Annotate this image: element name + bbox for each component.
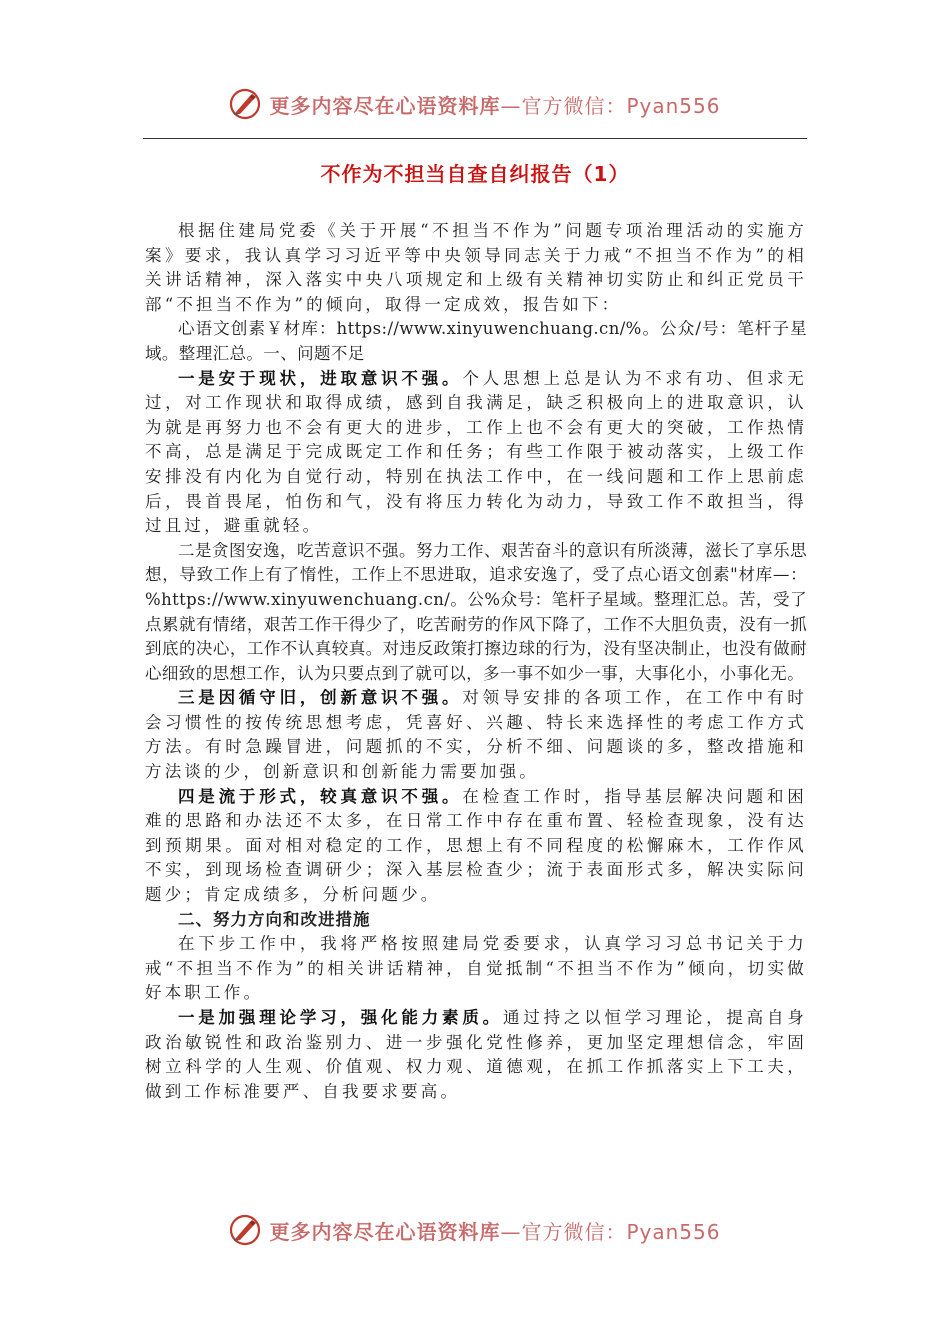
section-2-intro: 在下步工作中，我将严格按照建局党委要求，认真学习习总书记关于力戒“不担当不作为”的相关讲话精神，自觉抵制“不担当不作为”倾向，切实做好本职工作。 [145, 934, 807, 1003]
problem-4-body: 在检查工作时，指导基层解决问题和困难的思路和办法还不太多，在日常工作中存在重布置、轻检查现象，没有达到预期果。面对相对稳定的工作，思想上有不同程度的松懈麻木，工作作风不实，到现场检查调研少；深入基层检查少；流于表面形式多，解决实际问题少；肯定成绩多，分析问题少。 [145, 786, 807, 905]
problem-4-lead: 四是流于形式，较真意识不强。 [178, 786, 463, 806]
document-body [145, 219, 807, 1104]
problem-4-paragraph [145, 785, 807, 908]
problem-1-paragraph [145, 367, 807, 539]
problem-2-paragraph: 二是贪图安逸，吃苦意识不强。努力工作、艰苦奋斗的意识有所淡薄，滋长了享乐思想，导致工作上有了惰性，工作上不思进取，追求安逸了，受了点心语文创素"材库—：%https://www.xinyuwenchuang.cn/。公%众号：笔杆子星域。整理汇总。苦，受了点累就有情绪，艰苦工作干得少了，吃苦耐劳的作风下降了，工作不大胆负责，没有一抓到底的决心，工作不认真较真。对违反政策打擦边球的行为，没有坚决制止，也没有做耐心细致的思想工作，认为只要点到了就可以，多一事不如少一事，大事化小，小事化无。 [145, 540, 807, 683]
header-banner-sub: —官方微信：Pyan556 [500, 93, 721, 118]
pen-logo-icon [229, 88, 261, 120]
problem-1-body: 个人思想上总是认为不求有功、但求无过，对工作现状和取得成绩，感到自我满足，缺乏积极向上的进取意识，认为就是再努力也不会有更大的进步，工作上也不会有更大的突破，工作热情不高，总是满足于完成既定工作和任务；有些工作限于被动落实，上级工作安排没有内化为自觉行动，特别在执法工作中，在一线问题和工作上思前虑后，畏首畏尾，怕伤和气，没有将压力转化为动力，导致工作不敢担当，得过且过，避重就轻。 [145, 368, 807, 536]
document-title: 不作为不担当自查自纠报告（1） [320, 162, 630, 186]
intro-paragraph: 根据住建局党委《关于开展“不担当不作为”问题专项治理活动的实施方案》要求，我认真学习习近平等中央领导同志关于力戒“不担当不作为”的相关讲话精神，深入落实中央八项规定和上级有关精神切实防止和纠正党员干部“不担当不作为”的倾向，取得一定成效，报告如下： [145, 221, 807, 314]
footer-banner-text [269, 1216, 720, 1245]
problem-3-lead: 三是因循守旧，创新意识不强。 [178, 688, 463, 708]
measure-1-lead: 一是加强理论学习，强化能力素质。 [178, 1008, 503, 1027]
footer-banner-main: 更多内容尽在心语资料库 [269, 1219, 501, 1244]
pen-logo-icon [229, 1214, 261, 1246]
header-banner-text [269, 90, 720, 119]
source-line-paragraph: 心语文创素￥材库：https://www.xinyuwenchuang.cn/%。公众/号：笔杆子星域。整理汇总。一、问题不足 [145, 319, 807, 363]
measure-1-paragraph [145, 1006, 807, 1104]
problem-1-lead: 一是安于现状，进取意识不强。 [178, 368, 463, 388]
footer-banner [0, 1208, 950, 1252]
section-2-heading: 二、努力方向和改进措施 [178, 909, 371, 929]
header-banner-main: 更多内容尽在心语资料库 [269, 93, 501, 118]
measure-1-body: 通过持之以恒学习理论，提高自身政治敏锐性和政治鉴别力、进一步强化党性修养，更加坚定理想信念，牢固树立科学的人生观、价值观、权力观、道德观，在抓工作抓落实上下工夫，做到工作标准要严、自我要求要高。 [145, 1008, 808, 1101]
problem-3-paragraph [145, 686, 807, 784]
header-divider [143, 138, 807, 139]
header-banner [0, 82, 950, 126]
footer-banner-sub: —官方微信：Pyan556 [500, 1219, 721, 1244]
problem-3-body: 对领导安排的各项工作，在工作中有时会习惯性的按传统思想考虑，凭喜好、兴趣、特长来选择性的考虑工作方式方法。有时急躁冒进，问题抓的不实，分析不细、问题谈的多，整改措施和方法谈的少，创新意识和创新能力需要加强。 [145, 688, 807, 782]
